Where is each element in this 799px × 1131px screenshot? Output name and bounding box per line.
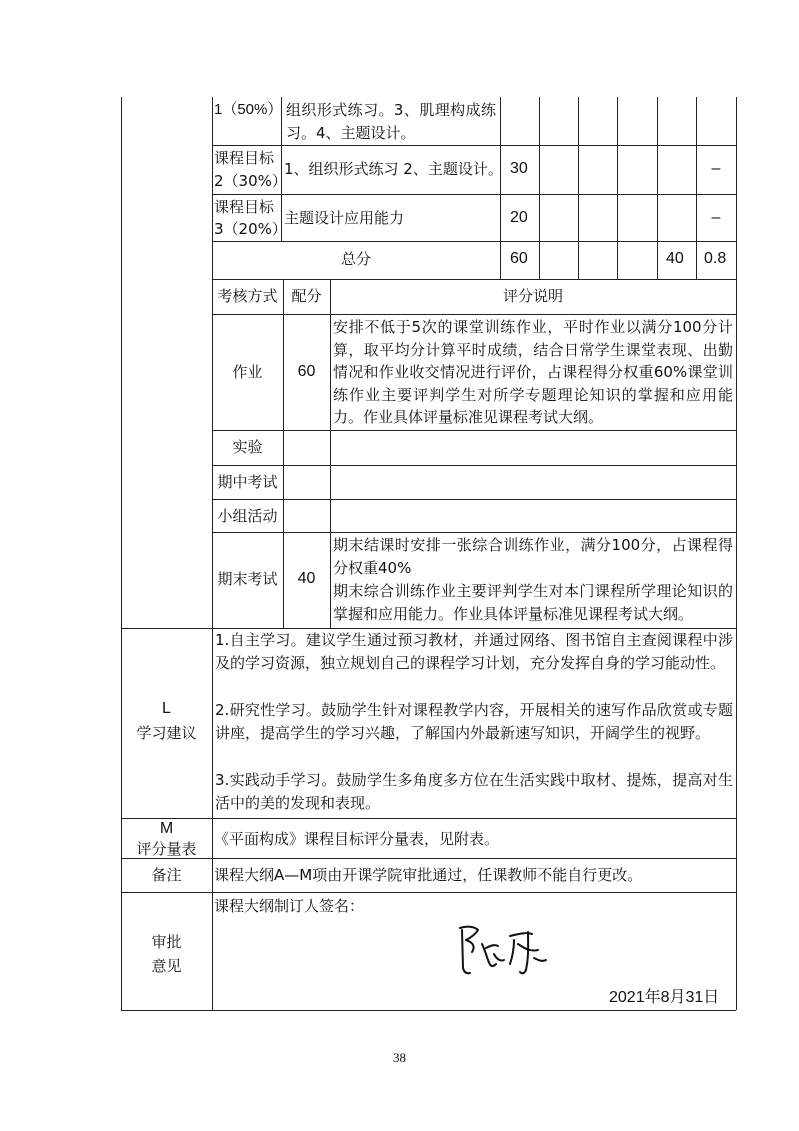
notes-text: 课程大纲A—M项由开课学院审批通过，任课教师不能自行更改。 [214, 866, 643, 884]
rubric-text: 《平面构成》课程目标评分量表，见附表。 [214, 830, 500, 848]
goal-2-dash: – [711, 160, 721, 177]
approval-label-line2: 意见 [151, 957, 182, 975]
goal-1-content: 组织形式练习。3、肌理构成练习。4、主题设计。 [286, 101, 496, 142]
advice-label: 学习建议 [136, 724, 197, 742]
total-score: 60 [510, 250, 528, 267]
advice-paragraph-3: 3.实践动手学习。鼓励学生多角度多方位在生活实践中取材、提炼，提高对生活中的美的发现和表现。 [215, 771, 733, 813]
table-border-right [736, 97, 737, 1010]
col-line [500, 97, 501, 279]
signature-image [448, 918, 558, 980]
col-line [539, 97, 540, 279]
advice-paragraph-2: 2.研究性学习。鼓励学生针对课程教学内容，开展相关的速写作品欣赏或专题讲座，提高学生的学习兴趣，了解国内外最新速写知识，开阔学生的视野。 [215, 701, 733, 743]
row-line [212, 279, 736, 280]
col-line [696, 97, 697, 279]
assess-lab-method: 实验 [232, 438, 263, 456]
page-number: 38 [393, 1050, 406, 1065]
goal-3-label-line2: 3（20%） [214, 220, 287, 238]
assess-final-method: 期末考试 [217, 570, 278, 588]
goal-3-dash: – [711, 209, 721, 226]
col-line [657, 97, 658, 279]
rubric-code: M [159, 820, 174, 837]
row-line [212, 532, 736, 533]
total-label: 总分 [340, 250, 371, 268]
assess-header-weight: 配分 [291, 287, 322, 305]
approval-signer-label: 课程大纲制订人签名： [214, 897, 365, 915]
assess-midterm-method: 期中考试 [217, 473, 278, 491]
total-weight: 0.8 [704, 250, 727, 267]
row-line [212, 499, 736, 500]
advice-code: L [162, 700, 171, 717]
assess-homework-method: 作业 [232, 363, 263, 381]
col-line [617, 97, 618, 279]
row-line [212, 314, 736, 315]
goal-2-content: 1、组织形式练习 2、主题设计。 [284, 160, 503, 178]
assess-header-method: 考核方式 [217, 287, 278, 305]
goal-2-label-line2: 2（30%） [214, 172, 287, 190]
goal-3-content: 主题设计应用能力 [284, 209, 405, 227]
row-line [212, 465, 736, 466]
approval-date: 2021年8月31日 [609, 989, 720, 1006]
row-line [121, 818, 736, 819]
notes-label: 备注 [151, 866, 182, 884]
assess-homework-desc: 安排不低于5次的课堂训练作业，平时作业以满分100分计算，取平均分计算平时成绩，结合日常学生课堂表现、出勤情况和作业收交情况进行评价，占课程得分权重60%课堂训练作业主要评判学生对所学专题理论知识的掌握和应用能力。作业具体评量标准见课程考试大纲。 [333, 318, 733, 427]
assess-homework-weight: 60 [297, 363, 316, 380]
goal-1-label: 1（50%） [214, 101, 283, 118]
col-line [330, 279, 331, 628]
rubric-label: 评分量表 [136, 840, 197, 858]
goal-2-score: 30 [510, 160, 528, 177]
col-divider-label [212, 628, 213, 1010]
goal-2-label-line1: 课程目标 [214, 149, 275, 167]
goal-3-label-line1: 课程目标 [214, 198, 275, 216]
approval-label-line1: 审批 [151, 933, 182, 951]
table-border-bottom [121, 1010, 736, 1011]
assess-final-desc-1: 期末结课时安排一张综合训练作业，满分100分，占课程得分权重40% [333, 536, 733, 577]
row-line [212, 430, 736, 431]
assess-group-method: 小组活动 [217, 507, 278, 525]
assess-header-desc: 评分说明 [502, 287, 563, 305]
total-score-2: 40 [666, 250, 684, 267]
row-line [121, 858, 736, 859]
advice-paragraph-1: 1.自主学习。建议学生通过预习教材，并通过网络、图书馆自主查阅课程中涉及的学习资源，独立规划自己的课程学习计划，充分发挥自身的学习能动性。 [215, 631, 733, 673]
col-line [578, 97, 579, 279]
assess-final-weight: 40 [297, 570, 316, 587]
row-line [121, 892, 736, 893]
assess-final-desc-2: 期末综合训练作业主要评判学生对本门课程所学理论知识的掌握和应用能力。作业具体评量标准见课程考试大纲。 [333, 582, 733, 623]
goal-3-score: 20 [510, 209, 528, 226]
